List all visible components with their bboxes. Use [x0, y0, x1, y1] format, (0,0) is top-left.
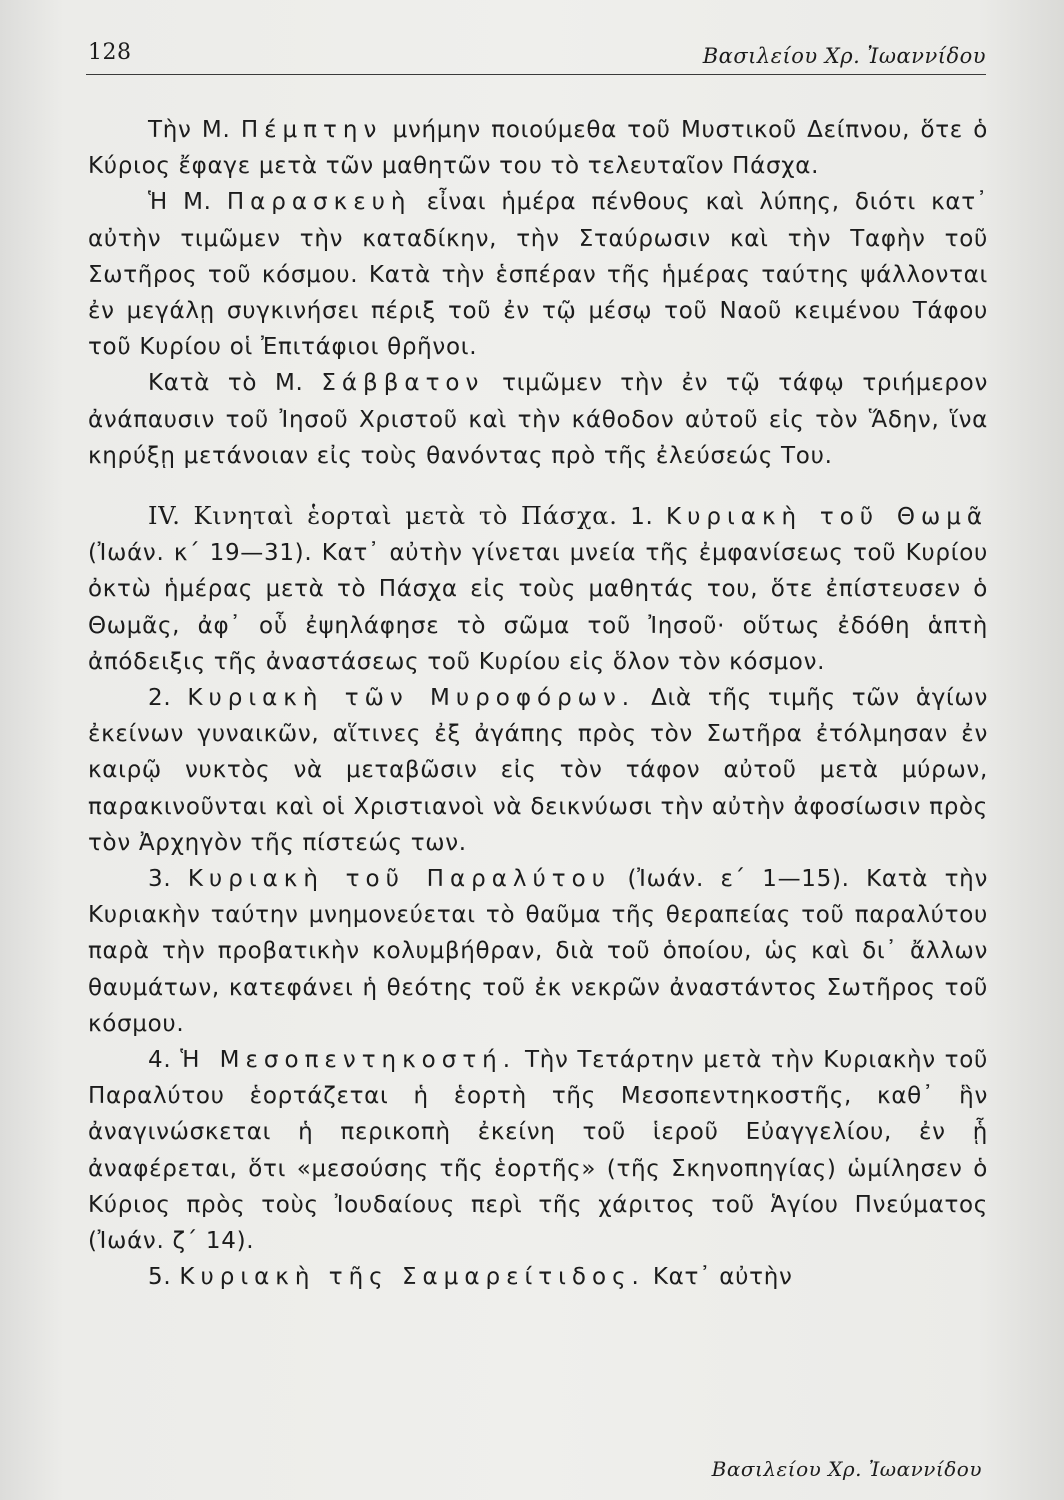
- p1-spaced-term: Πέμπτην: [240, 117, 383, 143]
- p2-spaced-term: Παρασκευὴ: [226, 189, 412, 216]
- paragraph-myrrhbearers: [88, 680, 988, 861]
- p6-spaced-term: Κυριακὴ τοῦ Παραλύτου: [187, 866, 612, 893]
- p7-text: Τὴν Τετάρτην μετὰ τὴν Κυριακὴν τοῦ Παραλύτου ἑορτάζεται ἡ ἑορτὴ τῆς Μεσοπεντηκοστῆς, καθ᾽ ἣν ἀναγινώσκεται ἡ περικοπὴ ἐκείνη τοῦ ἱεροῦ Εὐαγγελίου, ἐν ᾗ ἀναφέρεται, ὅτι «μεσούσης τῆς ἑορτῆς» (τῆς Σκηνοπηγίας) ὡμίλησεν ὁ Κύριος πρὸς τοὺς Ἰουδαίους περὶ τῆς χάριτος τοῦ Ἁγίου Πνεύματος (Ἰωάν. ζ΄ 14).: [88, 1047, 989, 1255]
- section-heading: IV. Κινηταὶ ἑορταὶ μετὰ τὸ Πάσχα.: [148, 502, 618, 531]
- p6-text: (Ἰωάν. ε΄ 1—15). Κατὰ τὴν Κυριακὴν ταύτην μνημονεύεται τὸ θαῦμα τῆς θεραπείας τοῦ παραλύτου παρὰ τὴν προβατικὴν κολυμβήθραν, διὰ τοῦ ὁποίου, ὡς καὶ δι᾽ ἄλλων θαυμάτων, κατεφάνει ἡ θεότης τοῦ ἐκ νεκρῶν ἀναστάντος Σωτῆρος τοῦ κόσμου.: [88, 866, 988, 1037]
- p4-number: 1.: [630, 504, 654, 531]
- p3-spaced-term: Σάββατον: [321, 370, 485, 397]
- footer-signature: Βασιλείου Χρ. Ἰωαννίδου: [711, 1457, 982, 1481]
- p2-text: εἶναι ἡμέρα πένθους καὶ λύπης, διότι κατ᾽ αὐτὴν τιμῶμεν τὴν καταδίκην, τὴν Σταύρωσιν καὶ τὴν Ταφὴν τοῦ Σωτῆρος τοῦ κόσμου. Κατὰ τὴν ἑσπέραν τῆς ἡμέρας ταύτης ψάλλονται ἐν μεγάλῃ συγκινήσει πέριξ τοῦ ἐν τῷ μέσῳ τοῦ Ναοῦ κειμένου Τάφου τοῦ Κυρίου οἱ Ἐπιτάφιοι θρῆνοι.: [88, 189, 989, 361]
- p2-lead: Ἡ Μ.: [148, 189, 212, 216]
- p7-spaced-term: Ἡ Μεσοπεντηκοστή.: [180, 1047, 517, 1074]
- page-number: 128: [88, 40, 132, 65]
- running-title: Βασιλείου Χρ. Ἰωαννίδου: [702, 44, 986, 68]
- paragraph-thomas-sunday: [88, 498, 988, 680]
- p5-number: 2.: [148, 685, 172, 712]
- paragraph-holy-saturday: [88, 365, 988, 474]
- body-text: [88, 112, 988, 1296]
- section-gap: [88, 474, 988, 498]
- paragraph-mid-pentecost: [88, 1042, 988, 1259]
- p1-text: μνήμην ποιούμεθα τοῦ Μυστικοῦ Δείπνου, ὅτε ὁ Κύριος ἔφαγε μετὰ τῶν μαθητῶν του τὸ τελευταῖον Πάσχα.: [88, 117, 989, 180]
- paragraph-paralytic: [88, 861, 988, 1042]
- paragraph-good-friday: [88, 184, 988, 365]
- paragraph-maundy-thursday: [88, 112, 988, 184]
- paragraph-samaritan-woman: [88, 1259, 988, 1295]
- p4-spaced-term: Κυριακὴ τοῦ Θωμᾶ: [666, 504, 989, 531]
- p3-lead: Κατὰ τὸ Μ.: [148, 370, 304, 397]
- p5-text: Διὰ τῆς τιμῆς τῶν ἁγίων ἐκείνων γυναικῶν, αἵτινες ἐξ ἀγάπης πρὸς τὸν Σωτῆρα ἐτόλμησαν ἐν καιρῷ νυκτὸς νὰ μεταβῶσιν εἰς τὸν τάφον αὐτοῦ μετὰ μύρων, παρακινοῦνται καὶ οἱ Χριστιανοὶ νὰ δεικνύωσι τὴν αὐτὴν ἀφοσίωσιν πρὸς τὸν Ἀρχηγὸν τῆς πίστεώς των.: [88, 685, 989, 856]
- p8-spaced-term: Κυριακὴ τῆς Σαμαρείτιδος.: [179, 1264, 645, 1291]
- p8-text: Κατ᾽ αὐτὴν: [652, 1264, 793, 1291]
- p6-number: 3.: [148, 866, 172, 893]
- p1-lead: Τὴν Μ.: [148, 117, 231, 143]
- header-rule: [86, 74, 986, 75]
- p8-number: 5.: [148, 1264, 172, 1291]
- p3-text: τιμῶμεν τὴν ἐν τῷ τάφῳ τριήμερον ἀνάπαυσιν τοῦ Ἰησοῦ Χριστοῦ καὶ τὴν κάθοδον αὐτοῦ εἰς τὸν Ἅδην, ἵνα κηρύξῃ μετάνοιαν εἰς τοὺς θανόντας πρὸ τῆς ἐλεύσεώς Του.: [88, 370, 989, 469]
- p5-spaced-term: Κυριακὴ τῶν Μυροφόρων.: [187, 685, 636, 712]
- p4-text: (Ἰωάν. κ΄ 19—31). Κατ᾽ αὐτὴν γίνεται μνεία τῆς ἐμφανίσεως τοῦ Κυρίου ὀκτὼ ἡμέρας μετὰ τὸ Πάσχα εἰς τοὺς μαθητάς του, ὅτε ἐπίστευσεν ὁ Θωμᾶς, ἀφ᾽ οὗ ἐψηλάφησε τὸ σῶμα τοῦ Ἰησοῦ· οὕτως ἐδόθη ἁπτὴ ἀπόδειξις τῆς ἀναστάσεως τοῦ Κυρίου εἰς ὅλον τὸν κόσμον.: [88, 540, 988, 675]
- p7-number: 4.: [148, 1047, 172, 1074]
